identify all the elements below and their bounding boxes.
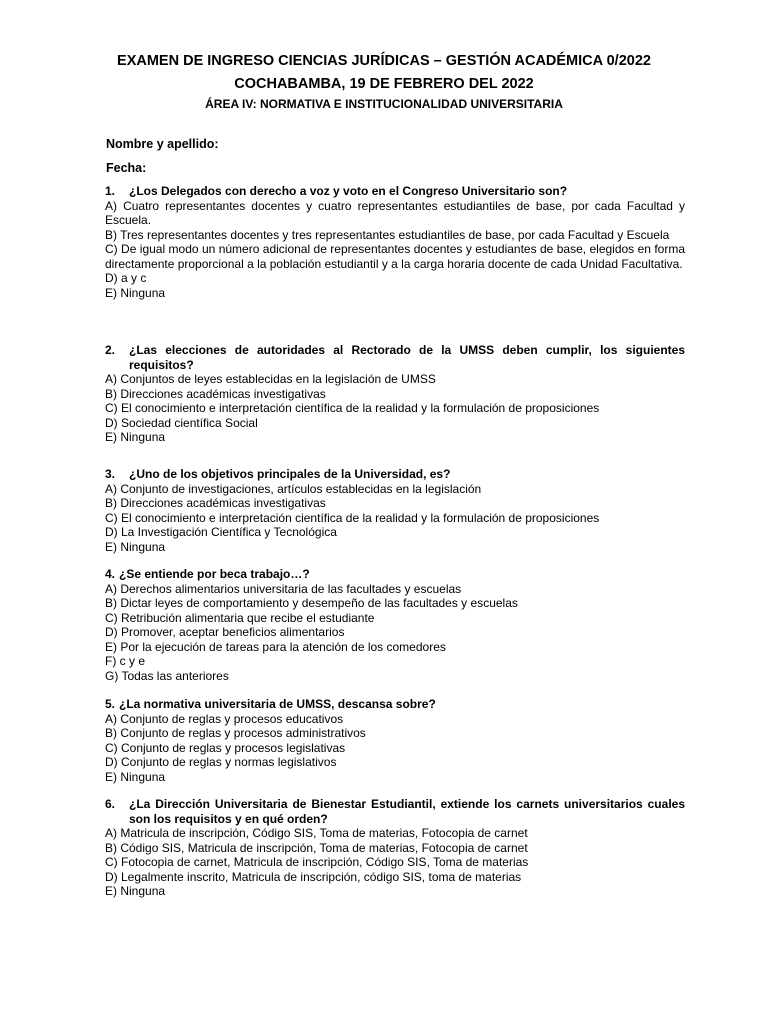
question-2 <box>105 343 685 445</box>
question-6-option-c: C) Fotocopia de carnet, Matricula de inscripción, Código SIS, Toma de materias <box>105 855 529 869</box>
question-2-option-a: A) Conjuntos de leyes establecidas en la legislación de UMSS <box>105 372 436 386</box>
question-6 <box>105 797 685 899</box>
question-3-option-d: D) La Investigación Científica y Tecnológica <box>105 525 337 539</box>
question-4-option-g: G) Todas las anteriores <box>105 668 229 683</box>
date-field-label: Fecha: <box>106 161 147 175</box>
question-2-title <box>105 343 685 372</box>
question-3-option-c: C) El conocimiento e interpretación científica de la realidad y la formulación de proposiciones <box>105 510 600 525</box>
question-1-number: 1. <box>105 184 116 198</box>
question-2-number: 2. <box>105 343 116 357</box>
question-2-option-d: D) Sociedad científica Social <box>105 415 258 430</box>
question-5-option-a: A) Conjunto de reglas y procesos educativos <box>105 711 344 726</box>
question-1-option-c: C) De igual modo un número adicional de representantes docentes y estudiantes de base, elegidos en forma directamente proporcional a la población estudiantil y a la carga horaria docente de cada Unidad Facultativa. <box>105 242 685 271</box>
question-4-option-b: B) Dictar leyes de comportamiento y desempeño de las facultades y escuelas <box>105 596 518 610</box>
question-1-option-e: E) Ninguna <box>105 285 166 300</box>
question-4-option-c: C) Retribución alimentaria que recibe el estudiante <box>105 610 375 625</box>
exam-location-date: COCHABAMBA, 19 DE FEBRERO DEL 2022 <box>234 76 534 92</box>
exam-title: EXAMEN DE INGRESO CIENCIAS JURÍDICAS – GESTIÓN ACADÉMICA 0/2022 <box>117 53 651 69</box>
question-6-text: ¿La Dirección Universitaria de Bienestar Estudiantil, extiende los carnets universitarios cuales son los requisitos y en qué orden? <box>129 797 685 826</box>
exam-area: ÁREA IV: NORMATIVA E INSTITUCIONALIDAD UNIVERSITARIA <box>205 97 563 111</box>
question-3 <box>105 467 685 554</box>
question-4-title <box>105 567 685 582</box>
question-4-option-d: D) Promover, aceptar beneficios alimentarios <box>105 625 345 639</box>
question-6-number: 6. <box>105 797 116 811</box>
question-6-title <box>105 797 685 826</box>
question-3-option-e: E) Ninguna <box>105 539 166 554</box>
question-4-option-a: A) Derechos alimentarios universitaria de las facultades y escuelas <box>105 581 462 596</box>
question-3-title <box>105 467 685 482</box>
question-1 <box>105 184 685 300</box>
question-4-option-e: E) Por la ejecución de tareas para la atención de los comedores <box>105 639 446 654</box>
question-5-option-c: C) Conjunto de reglas y procesos legislativas <box>105 740 346 755</box>
question-5-option-b: B) Conjunto de reglas y procesos administrativos <box>105 726 366 740</box>
question-6-option-e: E) Ninguna <box>105 884 166 898</box>
question-6-option-b: B) Código SIS, Matricula de inscripción, Toma de materias, Fotocopia de carnet <box>105 840 528 855</box>
question-1-option-b: B) Tres representantes docentes y tres representantes estudiantiles de base, por cada Facultad y Escuela <box>105 227 670 242</box>
question-6-option-d: D) Legalmente inscrito, Matricula de inscripción, código SIS, toma de materias <box>105 869 522 884</box>
question-3-text: ¿Uno de los objetivos principales de la Universidad, es? <box>129 467 451 481</box>
question-4-number: 4. <box>105 567 116 581</box>
question-6-option-a: A) Matricula de inscripción, Código SIS, Toma de materias, Fotocopia de carnet <box>105 826 528 840</box>
question-5-number: 5. <box>105 697 116 711</box>
question-5-title <box>105 697 685 712</box>
question-2-option-e: E) Ninguna <box>105 430 166 444</box>
question-5-text: ¿La normativa universitaria de UMSS, descansa sobre? <box>119 697 436 711</box>
question-3-option-b: B) Direcciones académicas investigativas <box>105 496 326 510</box>
question-5-option-e: E) Ninguna <box>105 769 166 784</box>
question-1-option-a: A) Cuatro representantes docentes y cuatro representantes estudiantiles de base, por cada Facultad y Escuela. <box>105 198 685 227</box>
question-3-number: 3. <box>105 467 116 481</box>
question-2-text: ¿Las elecciones de autoridades al Rectorado de la UMSS deben cumplir, los siguientes requisitos? <box>129 343 685 372</box>
question-5-option-d: D) Conjunto de reglas y normas legislativos <box>105 755 337 769</box>
question-2-option-b: B) Direcciones académicas investigativas <box>105 386 326 401</box>
name-field-label: Nombre y apellido: <box>106 137 219 151</box>
question-3-option-a: A) Conjunto de investigaciones, artículos establecidas en la legislación <box>105 481 482 496</box>
question-1-title <box>105 184 685 199</box>
question-4 <box>105 567 685 683</box>
question-2-option-c: C) El conocimiento e interpretación científica de la realidad y la formulación de proposiciones <box>105 401 600 415</box>
question-4-option-f: F) c y e <box>105 654 146 668</box>
question-1-text: ¿Los Delegados con derecho a voz y voto en el Congreso Universitario son? <box>129 184 568 198</box>
question-4-text: ¿Se entiende por beca trabajo…? <box>119 567 310 581</box>
question-5 <box>105 697 685 784</box>
question-1-option-d: D) a y c <box>105 271 147 285</box>
